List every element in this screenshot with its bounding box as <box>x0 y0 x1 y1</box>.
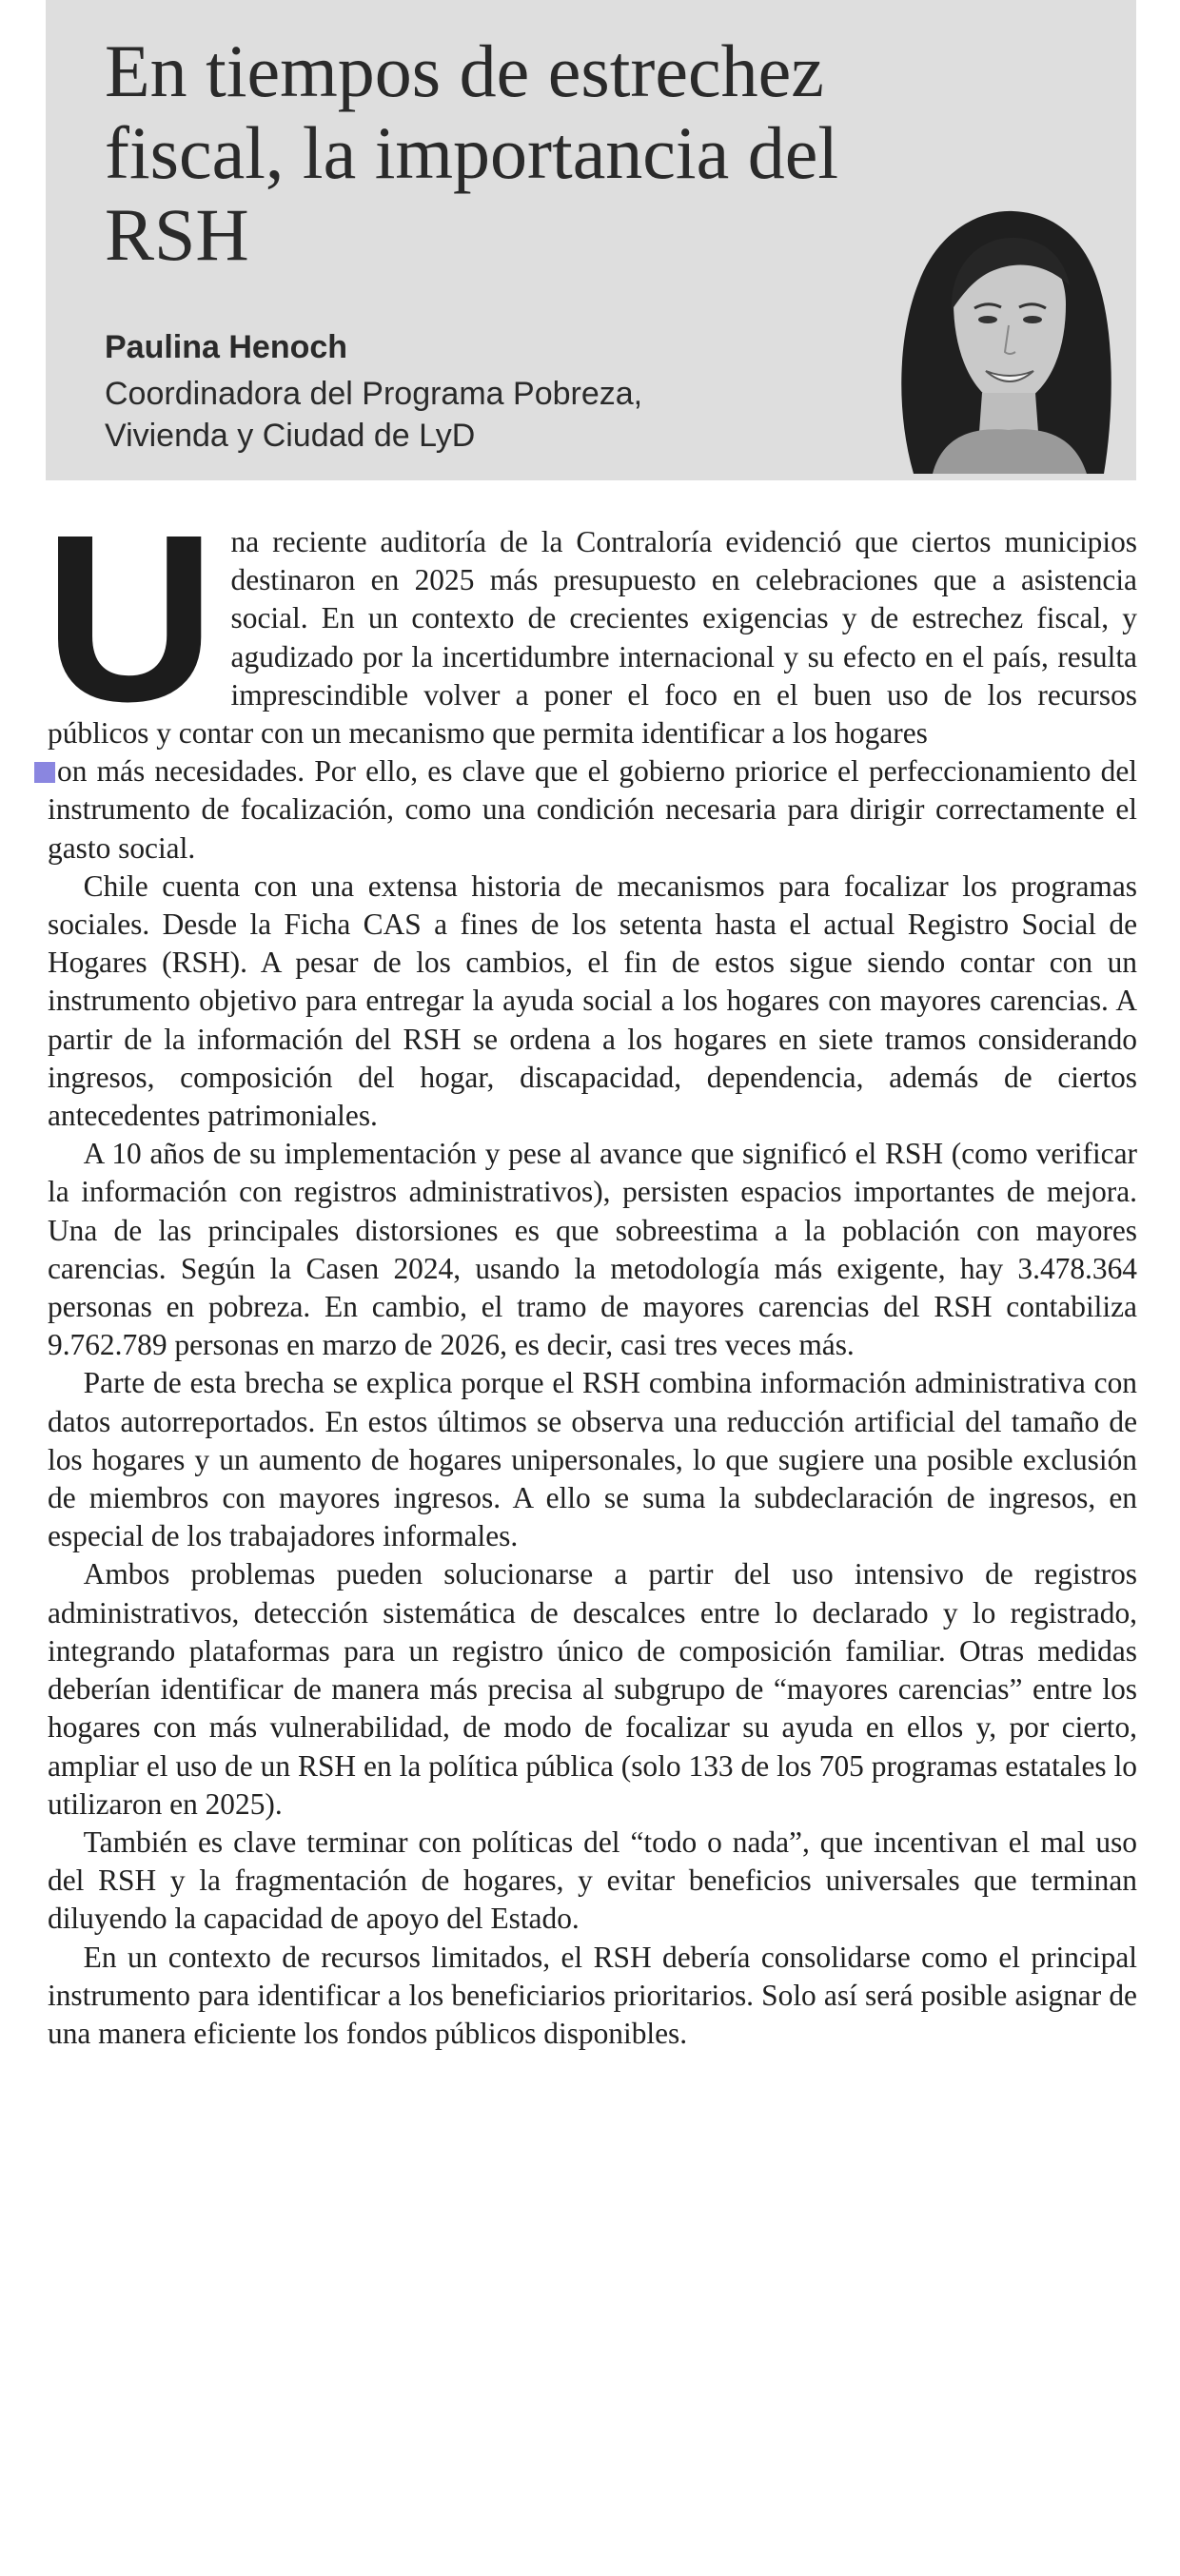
paragraph-3: A 10 años de su implementación y pese al avance que significó el RSH (como verificar la información con registros administrativos), persisten espacios importantes de mejora. Una de las principales distorsiones es que sobreestima a la población con mayores carencias. Según la Casen 2024, usando la metodología más exigente, hay 3.478.364 personas en pobreza. En cambio, el tramo de mayores carencias del RSH contabiliza 9.762.789 personas en marzo de 2026, es decir, casi tres veces más. <box>48 1137 1137 1362</box>
author-portrait <box>875 198 1132 474</box>
paragraph-text: on más necesidades. Por ello, es clave que el gobierno priorice el perfeccionamiento del instrumento de focalización, como una condición necesaria para dirigir correctamente el gasto social. <box>48 754 1137 865</box>
headline: En tiempos de estrechez fiscal, la importancia del RSH <box>105 29 839 276</box>
paragraph-5: Ambos problemas pueden solucionarse a partir del uso intensivo de registros administrativos, detección sistemática de descalces entre lo declarado y lo registrado, integrando plataformas para un registro único de composición familiar. Otras medidas deberían identificar de manera más precisa al subgrupo de “mayores carencias” entre los hogares con más vulnerabilidad, de modo de focalizar su ayuda en ellos y, por cierto, ampliar el uso de un RSH en la política pública (solo 133 de los 705 programas estatales lo utilizaron en 2025). <box>48 1557 1137 1821</box>
paragraph-4: Parte de esta brecha se explica porque el RSH combina información administrativa con datos autorreportados. En estos últimos se observa una reducción artificial del tamaño de los hogares y un aumento de hogares unipersonales, lo que sugiere una posible exclusión de miembros con mayores ingresos. A ello se suma la subdeclaración de ingresos, en especial de los trabajadores informales. <box>48 1366 1137 1553</box>
paragraph-1 <box>44 485 1137 868</box>
paragraph-7: En un contexto de recursos limitados, el RSH debería consolidarse como el principal instrumento para identificar a los beneficiarios prioritarios. Solo así será posible asignar de una manera eficiente los fondos públicos disponibles. <box>48 1940 1137 2050</box>
paragraph-text: na reciente auditoría de la Contraloría evidenció que ciertos municipios destinaron en 2025 más presupuesto en celebraciones que a asistencia social. En un contexto de crecientes exigencias y de estrechez fiscal, y agudizado por la incertidumbre internacional y su efecto en el país, resulta imprescindible volver a poner el foco en el buen uso de los recursos públicos y contar con un mecanismo que permita identificar a los hogares <box>48 525 1137 751</box>
author-name: Paulina Henoch <box>105 329 348 365</box>
highlight-marker <box>34 762 55 783</box>
article-header <box>46 0 1136 480</box>
paragraph-6: También es clave terminar con políticas del “todo o nada”, que incentivan el mal uso del RSH y la fragmentación de hogares, y evitar beneficios universales que terminan diluyendo la capacidad de apoyo del Estado. <box>48 1825 1137 1936</box>
drop-cap: U <box>44 485 210 751</box>
paragraph-2: Chile cuenta con una extensa historia de mecanismos para focalizar los programas sociales. Desde la Ficha CAS a fines de los setenta hasta el actual Registro Social de Hogares (RSH). A pesar de los cambios, el fin de estos sigue siendo contar con un instrumento objetivo para entregar la ayuda social a los hogares con mayores carencias. A partir de la información del RSH se ordena a los hogares en siete tramos considerando ingresos, composición del hogar, discapacidad, dependencia, además de ciertos antecedentes patrimoniales. <box>48 868 1137 1133</box>
article-body <box>44 485 1137 2053</box>
author-role: Coordinadora del Programa Pobreza, Vivienda y Ciudad de LyD <box>105 376 643 454</box>
